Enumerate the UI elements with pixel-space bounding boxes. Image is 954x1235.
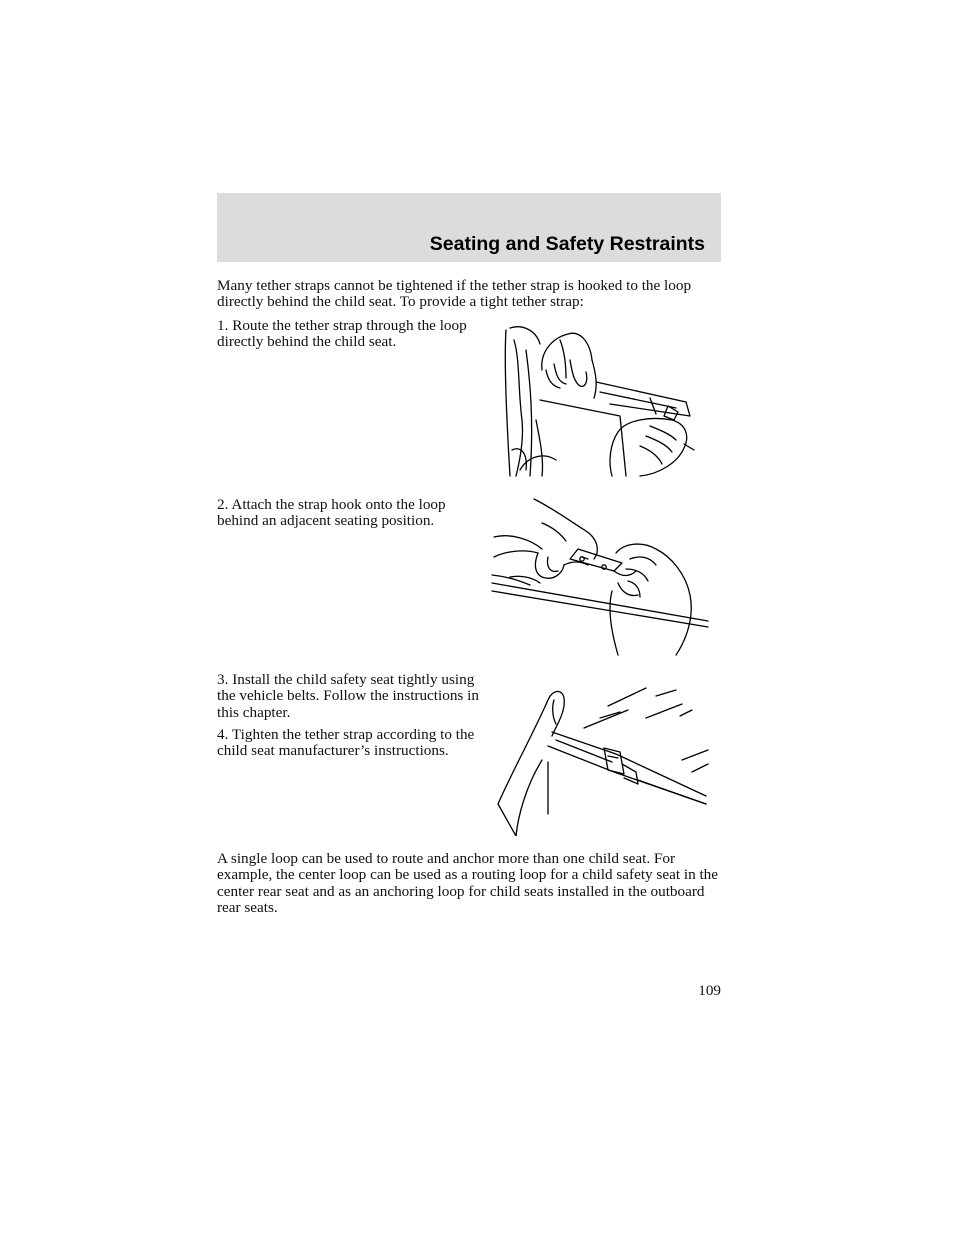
section-header-band: [217, 193, 721, 262]
intro-paragraph: Many tether straps cannot be tightened if the tether strap is hooked to the loop directly behind the child seat. To provide a tight tether strap:: [217, 277, 692, 311]
illustration-tighten-tether: [496, 676, 710, 836]
step-1-text: 1. Route the tether strap through the loop directly behind the child seat.: [217, 317, 467, 351]
step-2-text: 2. Attach the strap hook onto the loop behind an adjacent seating position.: [217, 496, 446, 530]
steps-3-4-block: [217, 672, 479, 759]
page-number: 109: [698, 982, 721, 999]
closing-paragraph: A single loop can be used to route and anchor more than one child seat. For example, the center loop can be used as a routing loop for a child safety seat in the center rear seat and as an anchoring loop for child seats installed in the outboard rear seats.: [217, 850, 719, 916]
step-3-text: 3. Install the child safety seat tightly using the vehicle belts. Follow the instructions in this chapter.: [217, 671, 479, 721]
section-title: Seating and Safety Restraints: [429, 233, 705, 255]
illustration-attach-strap-hook: [490, 497, 710, 657]
illustration-route-tether-strap: [500, 320, 696, 478]
step-4-text: 4. Tighten the tether strap according to the child seat manufacturer’s instructions.: [217, 725, 475, 760]
